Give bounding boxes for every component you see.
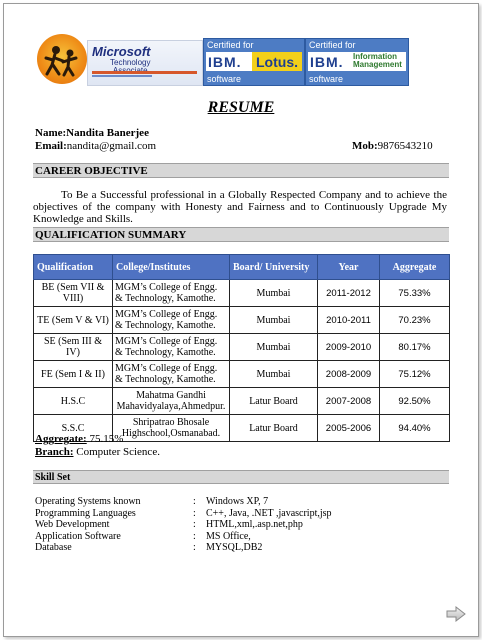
cell-aggregate: 92.50% bbox=[380, 388, 450, 415]
header-board: Board/ University bbox=[230, 255, 318, 280]
skill-value: MYSQL,DB2 bbox=[206, 542, 263, 553]
table-header-row bbox=[34, 255, 450, 280]
skill-label: Database bbox=[35, 542, 72, 553]
colon: : bbox=[193, 542, 196, 553]
cell-aggregate: 94.40% bbox=[380, 415, 450, 442]
qualification-table bbox=[33, 254, 450, 442]
list-item bbox=[35, 542, 435, 554]
ibm-information-management-logo bbox=[305, 38, 409, 86]
branch-line bbox=[35, 446, 160, 458]
cell-year: 2007-2008 bbox=[318, 388, 380, 415]
cell-qualification: SE (Sem III & IV) bbox=[34, 334, 113, 361]
cell-college: Mahatma Gandhi Mahavidyalaya,Ahmedpur. bbox=[113, 388, 230, 415]
mobile-line bbox=[352, 140, 433, 152]
career-objective-heading: CAREER OBJECTIVE bbox=[33, 163, 449, 178]
skill-value: C++, Java, .NET ,javascript,jsp bbox=[206, 507, 332, 519]
cell-college: MGM’s College of Engg. & Technology, Kamothe. bbox=[113, 280, 230, 307]
microsoft-wordmark: Microsoft bbox=[92, 44, 151, 59]
mta-text: Technology bbox=[110, 58, 151, 67]
cell-board: Latur Board bbox=[230, 415, 318, 442]
name-line bbox=[35, 127, 149, 139]
cell-qualification: S.S.C bbox=[34, 415, 113, 442]
software-text: software bbox=[207, 74, 242, 84]
ibm-wordmark: IBM. bbox=[310, 54, 344, 70]
cell-year: 2009-2010 bbox=[318, 334, 380, 361]
certified-for-text: Certified for bbox=[207, 40, 254, 50]
ms-accent-bar bbox=[92, 71, 197, 74]
list-item bbox=[35, 496, 435, 508]
header-year: Year bbox=[318, 255, 380, 280]
cell-board: Mumbai bbox=[230, 334, 318, 361]
career-objective-text: To Be a Successful professional in a Globally Respected Company and to achieve the objectives of the company with Honesty and Fairness and to Continuously Upgrade My Knowledge and Skills. bbox=[33, 189, 447, 225]
information-management-text: Information Management bbox=[353, 52, 402, 69]
header-college: College/Institutes bbox=[113, 255, 230, 280]
cell-aggregate: 75.33% bbox=[380, 280, 450, 307]
cell-qualification: FE (Sem I & II) bbox=[34, 361, 113, 388]
email-value: nandita@gmail.com bbox=[66, 140, 157, 152]
skill-value: HTML,xml,.asp.net,php bbox=[206, 519, 303, 530]
header-aggregate: Aggregate bbox=[380, 255, 450, 280]
email-line bbox=[35, 140, 156, 152]
skill-list bbox=[35, 496, 435, 554]
colon: : bbox=[193, 496, 196, 507]
name-label: Name: bbox=[35, 127, 67, 139]
cell-college: MGM’s College of Engg. & Technology, Kamothe. bbox=[113, 307, 230, 334]
ibm-lotus-band bbox=[206, 52, 302, 71]
cell-aggregate: 75.12% bbox=[380, 361, 450, 388]
skill-set-heading: Skill Set bbox=[33, 470, 449, 484]
cell-college: MGM’s College of Engg. & Technology, Kamothe. bbox=[113, 334, 230, 361]
aggregate-label: Aggregate: bbox=[35, 433, 87, 445]
branch-value: Computer Science. bbox=[76, 446, 160, 458]
cell-qualification: BE (Sem VII & VIII) bbox=[34, 280, 113, 307]
list-item bbox=[35, 519, 435, 531]
cell-year: 2011-2012 bbox=[318, 280, 380, 307]
cell-board: Latur Board bbox=[230, 388, 318, 415]
table-row bbox=[34, 361, 450, 388]
ibm-wordmark: IBM. bbox=[208, 54, 242, 70]
mobile-value: 9876543210 bbox=[377, 140, 433, 152]
cell-aggregate: 70.23% bbox=[380, 307, 450, 334]
software-text: software bbox=[309, 74, 344, 84]
cell-year: 2010-2011 bbox=[318, 307, 380, 334]
name-value: Nandita Banerjee bbox=[66, 127, 149, 139]
skill-label: Web Development bbox=[35, 519, 110, 530]
skill-label: Application Software bbox=[35, 530, 121, 542]
skill-value: Windows XP, 7 bbox=[206, 496, 269, 507]
header-qualification: Qualification bbox=[34, 255, 113, 280]
cell-aggregate: 80.17% bbox=[380, 334, 450, 361]
colon: : bbox=[193, 507, 196, 519]
ibm-lotus-certified-logo bbox=[203, 38, 305, 86]
cell-college: MGM’s College of Engg. & Technology, Kamothe. bbox=[113, 361, 230, 388]
cell-board: Mumbai bbox=[230, 280, 318, 307]
colon: : bbox=[193, 519, 196, 530]
cell-year: 2005-2006 bbox=[318, 415, 380, 442]
aggregate-value: 75.15% bbox=[89, 433, 124, 445]
qualification-summary-heading: QUALIFICATION SUMMARY bbox=[33, 227, 449, 242]
list-item bbox=[35, 508, 435, 520]
cell-year: 2008-2009 bbox=[318, 361, 380, 388]
email-label: Email: bbox=[35, 140, 67, 152]
skill-label: Operating Systems known bbox=[35, 496, 141, 507]
ibm-im-band bbox=[308, 52, 406, 71]
cell-qualification: TE (Sem V & VI) bbox=[34, 307, 113, 334]
mobile-label: Mob: bbox=[352, 140, 378, 152]
skill-label: Programming Languages bbox=[35, 507, 136, 519]
skill-value: MS Office, bbox=[206, 530, 251, 542]
ms-accent-bar-2 bbox=[92, 75, 152, 77]
cell-qualification: H.S.C bbox=[34, 388, 113, 415]
cell-college: Shripatrao Bhosale Highschool,Osmanabad. bbox=[113, 415, 230, 442]
lotus-wordmark: Lotus. bbox=[256, 54, 298, 70]
next-page-arrow-icon[interactable] bbox=[446, 606, 466, 622]
resume-title: RESUME bbox=[207, 99, 275, 116]
certified-for-text: Certified for bbox=[309, 40, 356, 50]
table-row bbox=[34, 388, 450, 415]
microsoft-technology-associate-logo bbox=[87, 40, 203, 86]
cell-board: Mumbai bbox=[230, 307, 318, 334]
aggregate-line bbox=[35, 433, 123, 445]
colon: : bbox=[193, 530, 196, 542]
cell-board: Mumbai bbox=[230, 361, 318, 388]
table-row bbox=[34, 307, 450, 334]
branch-label: Branch: bbox=[35, 446, 74, 458]
table-row bbox=[34, 280, 450, 307]
list-item bbox=[35, 531, 435, 543]
table-row bbox=[34, 334, 450, 361]
kids-logo bbox=[37, 34, 87, 84]
